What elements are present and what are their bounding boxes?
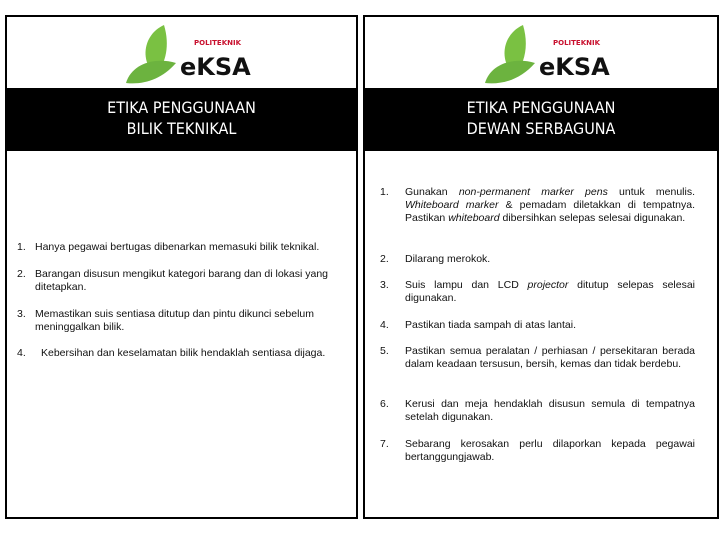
- text-italic: non-permanent marker pens: [458, 186, 608, 198]
- right-panel-dewan-serbaguna: [363, 15, 719, 519]
- item-number: 5.: [380, 345, 389, 357]
- item-number: 2.: [380, 253, 389, 265]
- text-italic: whiteboard: [448, 212, 500, 225]
- item-text: Dilarang merokok.: [405, 253, 491, 265]
- svg-text:POLITEKNIK: POLITEKNIK: [193, 39, 241, 47]
- item-number: 4.: [380, 319, 389, 331]
- svg-text:eKSA: eKSA: [179, 53, 251, 81]
- page-title: [7, 88, 356, 151]
- text: & pemadam diletakkan di tempatnya. Pastikan: [405, 199, 695, 225]
- text: Suis lampu dan LCD: [405, 279, 528, 291]
- item-text: Pastikan tiada sampah di atas lantai.: [405, 319, 577, 331]
- item-text: Barangan disusun mengikut kategori barang dan di lokasi yang ditetapkan.: [35, 268, 329, 294]
- svg-text:eKSA: eKSA: [539, 53, 610, 81]
- item-number: 3.: [380, 279, 389, 291]
- svg-text:POLITEKNIK: POLITEKNIK: [553, 39, 601, 47]
- title-line-2: DEWAN SERBAGUNA: [466, 119, 616, 138]
- text: untuk menulis.: [607, 186, 695, 198]
- item-text: [405, 279, 695, 305]
- text-italic: projector: [527, 279, 569, 291]
- title-line-2: BILIK TEKNIKAL: [126, 119, 237, 138]
- item-text: Kebersihan dan keselamatan bilik hendaklah sentiasa dijaga.: [41, 347, 326, 359]
- item-number: 6.: [380, 398, 389, 410]
- item-number: 3.: [17, 308, 26, 320]
- page-title: [365, 88, 717, 151]
- title-line-1: ETIKA PENGGUNAAN: [107, 98, 256, 117]
- item-text: [405, 186, 695, 226]
- left-panel-bilik-teknikal: [5, 15, 358, 519]
- text: Gunakan: [405, 186, 459, 198]
- text-italic: Whiteboard marker: [405, 199, 499, 212]
- eksa-logo: [122, 23, 251, 89]
- eksa-logo: [481, 23, 610, 89]
- text: ditutup selepas selesai digunakan.: [405, 279, 695, 305]
- item-number: 7.: [380, 438, 389, 450]
- item-text: Pastikan semua peralatan / perhiasan / persekitaran berada dalam keadaan tersusun, bersih, kemas dan tidak berdebu.: [405, 345, 695, 371]
- item-number: 2.: [17, 268, 26, 280]
- item-text: Hanya pegawai bertugas dibenarkan memasuki bilik teknikal.: [35, 241, 320, 253]
- item-text: Kerusi dan meja hendaklah disusun semula di tempatnya setelah digunakan.: [405, 398, 695, 424]
- item-number: 4.: [17, 347, 26, 359]
- item-number: 1.: [17, 241, 26, 253]
- item-number: 1.: [380, 186, 389, 198]
- item-text: Memastikan suis sentiasa ditutup dan pintu dikunci sebelum meninggalkan bilik.: [35, 308, 314, 334]
- item-text: Sebarang kerosakan perlu dilaporkan kepada pegawai bertanggungjawab.: [405, 438, 695, 464]
- text: dibersihkan selepas selesai digunakan.: [499, 212, 686, 225]
- title-line-1: ETIKA PENGGUNAAN: [466, 98, 616, 117]
